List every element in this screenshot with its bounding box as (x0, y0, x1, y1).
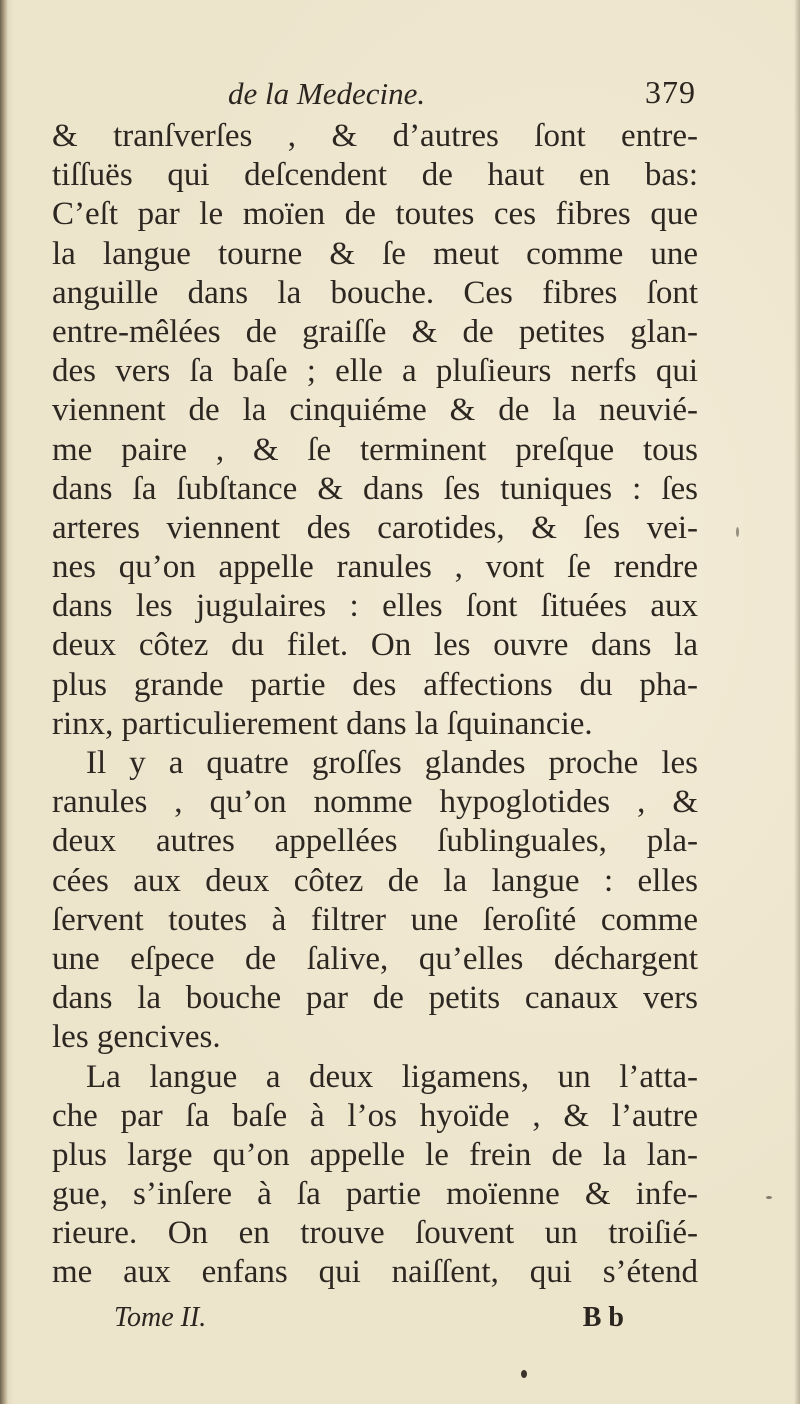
gathering-signature: B b (582, 1302, 624, 1333)
page-binding-shadow (0, 0, 8, 1404)
volume-signature: Tome II. (114, 1302, 207, 1333)
text-line: ranules , qu’on nomme hypoglotides , & (52, 784, 698, 821)
text-line: C’eſt par le moïen de toutes ces fibres que (52, 196, 698, 233)
text-line: anguille dans la bouche. Ces fibres ſont (52, 274, 698, 311)
body-text (52, 117, 698, 1293)
paragraph-start-line: La langue a deux ligamens, un l’atta- (86, 1058, 698, 1095)
page-footer (114, 1302, 624, 1342)
text-line: deux côtez du filet. On les ouvre dans la (52, 627, 698, 664)
text-line: arteres viennent des carotides, & ſes vei- (52, 509, 698, 546)
paragraph-start-line: Il y a quatre groſſes glandes proche les (86, 745, 698, 781)
text-line: nes qu’on appelle ranules , vont ſe rendre (52, 549, 698, 586)
page-edge-shadow (794, 0, 800, 1404)
text-line: des vers ſa baſe ; elle a pluſieurs nerfs qui (52, 353, 698, 390)
text-line: plus grande partie des affections du pha- (52, 666, 698, 703)
text-line: viennent de la cinquiéme & de la neuvié- (52, 392, 698, 429)
text-line: les gencives. (52, 1019, 221, 1056)
text-line: gue, s’inſere à ſa partie moïenne & infe- (52, 1176, 698, 1213)
text-line: dans les jugulaires : elles ſont ſituées aux (52, 588, 698, 625)
page-header (56, 70, 696, 120)
text-line: me aux enfans qui naiſſent, qui s’étend (52, 1254, 698, 1291)
text-line: deux autres appellées ſublinguales, pla- (52, 823, 698, 860)
ink-speck (766, 1196, 772, 1199)
text-line: me paire , & ſe terminent preſque tous (52, 431, 698, 468)
text-line: rinx, particulierement dans la ſquinancie. (52, 705, 593, 742)
text-line: plus large qu’on appelle le frein de la lan- (52, 1136, 698, 1173)
text-line: che par ſa baſe à l’os hyoïde , & l’autre (52, 1097, 698, 1134)
text-line: rieure. On en trouve ſouvent un troiſié- (52, 1215, 698, 1252)
running-title: de la Medecine. (228, 76, 426, 111)
ink-speck (736, 527, 739, 537)
page-number: 379 (645, 74, 696, 110)
text-line: ſervent toutes à filtrer une ſeroſité comme (52, 901, 698, 938)
text-line: & tranſverſes , & d’autres ſont entre- (52, 118, 698, 154)
text-line: la langue tourne & ſe meut comme une (52, 235, 698, 272)
text-line: cées aux deux côtez de la langue : elles (52, 862, 698, 899)
ink-speck (521, 1370, 527, 1378)
text-line: tiſſuës qui deſcendent de haut en bas: (52, 157, 698, 194)
text-line: dans la bouche par de petits canaux vers (52, 980, 698, 1017)
text-line: entre-mêlées de graiſſe & de petites glan- (52, 313, 698, 350)
text-line: dans ſa ſubſtance & dans ſes tuniques : ſes (52, 470, 698, 507)
text-line: une eſpece de ſalive, qu’elles déchargent (52, 940, 698, 977)
